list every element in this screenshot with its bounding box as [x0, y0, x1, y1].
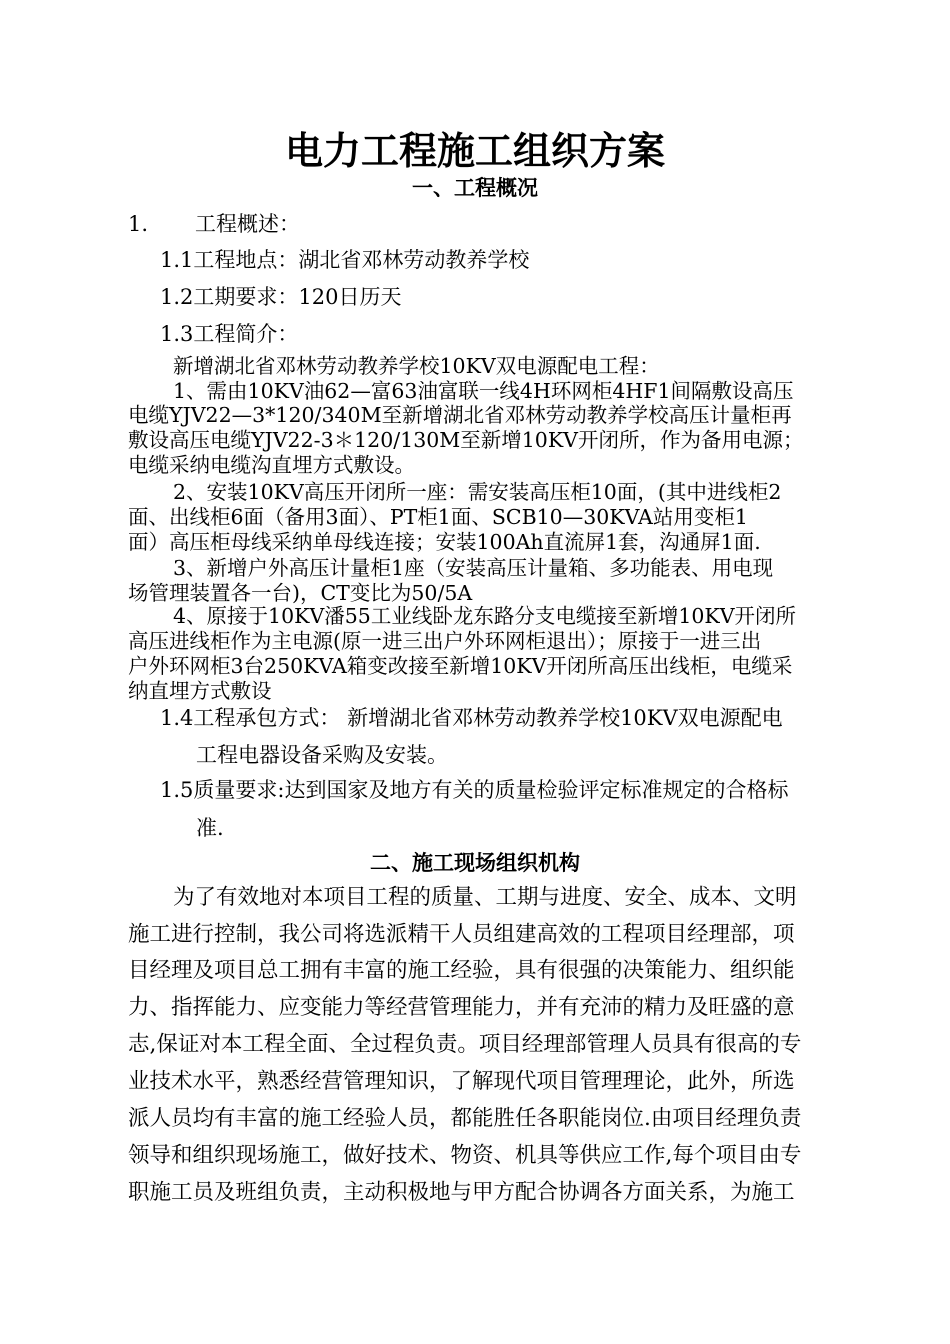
item1-label: 工程概述：: [195, 212, 300, 236]
document-title: 电力工程施工组织方案: [284, 128, 665, 173]
section1-heading: 一、工程概况: [412, 175, 538, 200]
para1-line: 电缆YJV22—3*120/340M至新增湖北省邓林劳动教养学校高压计量柜再: [128, 403, 792, 427]
subsection-1-2: 1.2工期要求：120日历天: [160, 285, 402, 309]
para3-line: 场管理装置各一台)，CT变比为50/5A: [128, 581, 473, 605]
section2-line: 业技术水平，熟悉经营管理知识，了解现代项目管理理论，此外，所选: [128, 1069, 795, 1094]
subsection-1-5: 1.5质量要求:达到国家及地方有关的质量检验评定标准规定的合格标: [160, 778, 789, 802]
para2-line: 面、出线柜6面（备用3面）、PT柜1面、SCB10—30KVA站用变柜1: [128, 505, 748, 529]
section2-line: 职施工员及班组负责，主动积极地与甲方配合协调各方面关系，为施工: [128, 1180, 795, 1205]
subsection-1-5-cont: 准.: [196, 816, 224, 840]
para4-line: 纳直埋方式敷设: [128, 679, 272, 703]
para4-line: 户外环网柜3台250KVA箱变改接至新增10KV开闭所高压出线柜，电缆采: [128, 654, 793, 678]
section2-line: 志,保证对本工程全面、全过程负责。项目经理部管理人员具有很高的专: [128, 1032, 802, 1057]
para1-line: 电缆采纳电缆沟直埋方式敷设。: [128, 453, 415, 477]
section2-line: 施工进行控制，我公司将选派精干人员组建高效的工程项目经理部，项: [128, 922, 795, 947]
para4-line: 高压进线柜作为主电源(原一进三出户外环网柜退出）；原接于一进三出: [128, 629, 762, 653]
subsection-1-1: 1.1工程地点：湖北省邓林劳动教养学校: [160, 248, 530, 272]
section2-line: 力、指挥能力、应变能力等经营管理能力，并有充沛的精力及旺盛的意: [128, 995, 795, 1020]
section2-heading: 二、施工现场组织机构: [370, 850, 580, 875]
para2-line: 2、安装10KV高压开闭所一座：需安装高压柜10面，(其中进线柜2: [173, 480, 782, 504]
subsection-1-4-cont: 工程电器设备采购及安装。: [196, 743, 448, 767]
subsection-1-3: 1.3工程简介：: [160, 322, 299, 346]
para2-line: 面）高压柜母线采纳单母线连接；安装100Ah直流屏1套，沟通屏1面.: [128, 530, 761, 554]
para1-line: 1、需由10KV油62—富63油富联一线4H环网柜4HF1间隔敷设高压: [173, 379, 794, 403]
section2-line: 领导和组织现场施工，做好技术、物资、机具等供应工作,每个项目由专: [128, 1143, 802, 1168]
intro-line: 新增湖北省邓林劳动教养学校10KV双电源配电工程：: [173, 354, 660, 378]
section2-line: 为了有效地对本项目工程的质量、工期与进度、安全、成本、文明: [173, 885, 797, 910]
section2-line: 目经理及项目总工拥有丰富的施工经验，具有很强的决策能力、组织能: [128, 958, 795, 983]
section2-line: 派人员均有丰富的施工经验人员，都能胜任各职能岗位.由项目经理负责: [128, 1106, 802, 1131]
para4-line: 4、原接于10KV潘55工业线卧龙东路分支电缆接至新增10KV开闭所: [173, 604, 797, 628]
para1-line: 敷设高压电缆YJV22-3＊120/130M至新增10KV开闭所，作为备用电源；: [128, 428, 804, 452]
subsection-1-4: 1.4工程承包方式： 新增湖北省邓林劳动教养学校10KV双电源配电: [160, 706, 783, 730]
para3-line: 3、新增户外高压计量柜1座（安装高压计量箱、多功能表、用电现: [173, 556, 774, 580]
item1-number: 1.: [128, 212, 149, 236]
